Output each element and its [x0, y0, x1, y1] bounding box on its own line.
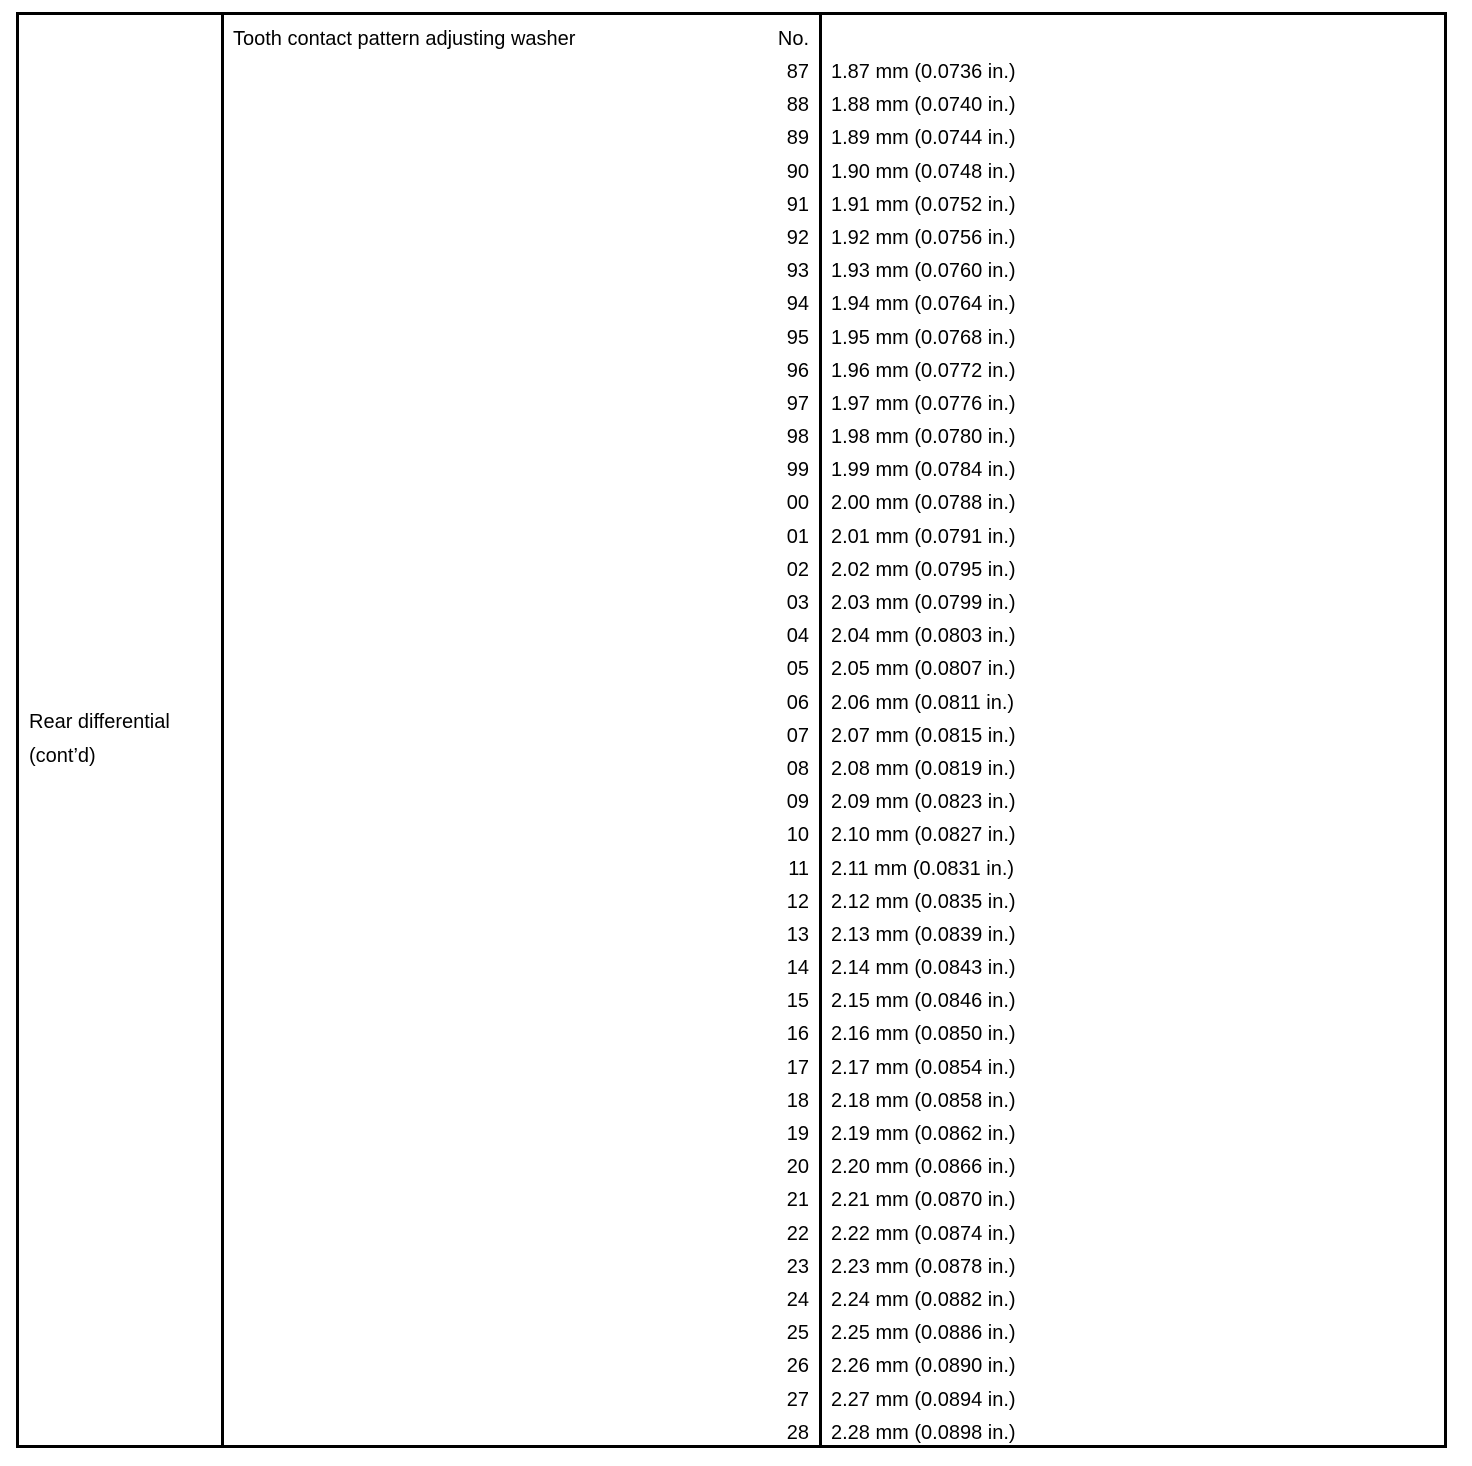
table-row	[19, 421, 1444, 454]
washer-number: 27	[786, 1388, 809, 1411]
washer-number: 20	[786, 1156, 809, 1179]
table-row	[19, 388, 1444, 421]
washer-number: 11	[788, 857, 809, 880]
table-row	[19, 687, 1444, 720]
washer-number: 89	[786, 127, 809, 150]
table-row	[19, 919, 1444, 952]
table-row	[19, 255, 1444, 288]
table-row	[19, 521, 1444, 554]
washer-thickness: 2.10 mm (0.0827 in.)	[831, 824, 1016, 847]
washer-number: 99	[786, 459, 809, 482]
washer-thickness: 2.19 mm (0.0862 in.)	[831, 1123, 1016, 1145]
washer-thickness: 1.96 mm (0.0772 in.)	[831, 359, 1016, 382]
table-row	[19, 1251, 1444, 1284]
washer-number: 87	[786, 61, 809, 83]
washer-number: 06	[786, 691, 809, 714]
table-row	[19, 1317, 1444, 1350]
washer-thickness: 1.92 mm (0.0756 in.)	[831, 226, 1016, 249]
table-row	[19, 1085, 1444, 1118]
table-row	[19, 189, 1444, 222]
washer-thickness: 2.24 mm (0.0882 in.)	[831, 1288, 1016, 1311]
washer-number: 07	[786, 724, 809, 747]
table-row	[19, 1018, 1444, 1051]
washer-thickness: 2.21 mm (0.0870 in.)	[831, 1189, 1016, 1212]
washer-thickness: 2.15 mm (0.0846 in.)	[831, 990, 1016, 1013]
item-label: Tooth contact pattern adjusting washer	[233, 28, 576, 50]
washer-thickness: 2.26 mm (0.0890 in.)	[831, 1355, 1016, 1378]
washer-thickness: 2.14 mm (0.0843 in.)	[831, 957, 1016, 980]
washer-thickness: 2.07 mm (0.0815 in.)	[831, 724, 1016, 747]
section-label-line: (cont’d)	[29, 745, 96, 767]
washer-number: 05	[786, 658, 809, 681]
washer-list	[19, 56, 1444, 1450]
washer-thickness: 2.09 mm (0.0823 in.)	[831, 791, 1016, 814]
washer-number: 16	[786, 1023, 809, 1046]
washer-thickness: 2.11 mm (0.0831 in.)	[831, 857, 1015, 880]
washer-number: 90	[786, 160, 809, 183]
table-row	[19, 653, 1444, 686]
washer-thickness: 1.93 mm (0.0760 in.)	[831, 260, 1016, 283]
washer-number: 09	[786, 791, 809, 814]
washer-thickness: 2.16 mm (0.0850 in.)	[831, 1023, 1016, 1046]
table-row	[19, 487, 1444, 520]
washer-number: 26	[786, 1355, 809, 1378]
table-row	[19, 1417, 1444, 1450]
table-row	[19, 1118, 1444, 1151]
washer-number: 23	[786, 1255, 809, 1278]
table-row	[19, 222, 1444, 255]
washer-number: 14	[786, 957, 809, 980]
section-label-line: Rear differential	[29, 711, 170, 733]
table-row	[19, 587, 1444, 620]
washer-number: 22	[786, 1222, 809, 1245]
washer-number: 96	[786, 359, 809, 382]
table-row	[19, 985, 1444, 1018]
washer-thickness: 1.89 mm (0.0744 in.)	[831, 127, 1016, 150]
washer-thickness: 2.01 mm (0.0791 in.)	[831, 525, 1016, 548]
table-row	[19, 288, 1444, 321]
table-row	[19, 819, 1444, 852]
washer-thickness: 1.90 mm (0.0748 in.)	[831, 160, 1016, 183]
washer-thickness: 1.88 mm (0.0740 in.)	[831, 94, 1016, 117]
washer-number: 92	[786, 226, 809, 249]
washer-number: 25	[786, 1322, 809, 1345]
table-row	[19, 355, 1444, 388]
table-row	[19, 56, 1444, 89]
washer-thickness: 2.22 mm (0.0874 in.)	[831, 1222, 1016, 1245]
washer-thickness: 1.97 mm (0.0776 in.)	[831, 392, 1016, 415]
washer-thickness: 1.91 mm (0.0752 in.)	[831, 193, 1016, 216]
washer-thickness: 2.20 mm (0.0866 in.)	[831, 1156, 1016, 1179]
washer-thickness: 2.03 mm (0.0799 in.)	[831, 592, 1016, 614]
washer-number: 88	[786, 94, 809, 117]
washer-thickness: 2.08 mm (0.0819 in.)	[831, 757, 1016, 780]
washer-number: 28	[786, 1421, 809, 1444]
table-row	[19, 1350, 1444, 1383]
washer-number: 00	[786, 492, 809, 515]
washer-thickness: 1.99 mm (0.0784 in.)	[831, 459, 1016, 482]
washer-number: 21	[786, 1189, 809, 1212]
table-row	[19, 886, 1444, 919]
washer-thickness: 2.12 mm (0.0835 in.)	[831, 890, 1016, 913]
washer-number: 95	[786, 326, 809, 349]
table-row	[19, 89, 1444, 122]
washer-number: 17	[786, 1056, 809, 1079]
table-row	[19, 1151, 1444, 1184]
washer-thickness: 2.04 mm (0.0803 in.)	[831, 625, 1016, 648]
table-row	[19, 1284, 1444, 1317]
washer-number: 10	[786, 824, 809, 847]
washer-thickness: 2.06 mm (0.0811 in.)	[831, 691, 1015, 714]
washer-number: 24	[786, 1288, 809, 1311]
washer-number: 91	[786, 193, 809, 216]
washer-number: 15	[786, 990, 809, 1013]
washer-number: 98	[786, 426, 809, 449]
washer-thickness: 1.87 mm (0.0736 in.)	[831, 61, 1016, 83]
table-row	[19, 1184, 1444, 1217]
washer-number: 18	[786, 1089, 809, 1112]
washer-thickness: 2.13 mm (0.0839 in.)	[831, 923, 1016, 946]
washer-thickness: 2.23 mm (0.0878 in.)	[831, 1255, 1016, 1278]
washer-number: 02	[786, 558, 809, 581]
table-row	[19, 1384, 1444, 1417]
washer-number: 94	[786, 293, 809, 316]
washer-number: 97	[786, 392, 809, 415]
table-row	[19, 720, 1444, 753]
table-row	[19, 853, 1444, 886]
table-row	[19, 122, 1444, 155]
washer-number: 12	[786, 890, 809, 913]
washer-thickness: 2.17 mm (0.0854 in.)	[831, 1056, 1016, 1079]
table-row	[19, 454, 1444, 487]
table-row	[19, 554, 1444, 587]
washer-thickness: 1.95 mm (0.0768 in.)	[831, 326, 1016, 349]
number-column-header: No.	[777, 28, 809, 50]
spec-table	[16, 12, 1447, 1448]
washer-thickness: 2.28 mm (0.0898 in.)	[831, 1421, 1016, 1444]
washer-number: 93	[786, 260, 809, 283]
washer-thickness: 1.94 mm (0.0764 in.)	[831, 293, 1016, 316]
washer-thickness: 2.18 mm (0.0858 in.)	[831, 1089, 1016, 1112]
table-row	[19, 322, 1444, 355]
table-row	[19, 1052, 1444, 1085]
table-row	[19, 156, 1444, 189]
washer-thickness: 2.27 mm (0.0894 in.)	[831, 1388, 1016, 1411]
table-row	[19, 786, 1444, 819]
washer-thickness: 2.05 mm (0.0807 in.)	[831, 658, 1016, 681]
washer-number: 01	[786, 525, 809, 548]
table-row	[19, 952, 1444, 985]
washer-number: 19	[786, 1123, 809, 1145]
table-row	[19, 1218, 1444, 1251]
table-row	[19, 753, 1444, 786]
washer-number: 04	[786, 625, 809, 648]
washer-number: 08	[786, 757, 809, 780]
washer-number: 13	[786, 923, 809, 946]
washer-thickness: 2.02 mm (0.0795 in.)	[831, 558, 1016, 581]
washer-thickness: 2.25 mm (0.0886 in.)	[831, 1322, 1016, 1345]
table-row	[19, 620, 1444, 653]
washer-number: 03	[786, 592, 809, 614]
washer-thickness: 1.98 mm (0.0780 in.)	[831, 426, 1016, 449]
washer-thickness: 2.00 mm (0.0788 in.)	[831, 492, 1016, 515]
